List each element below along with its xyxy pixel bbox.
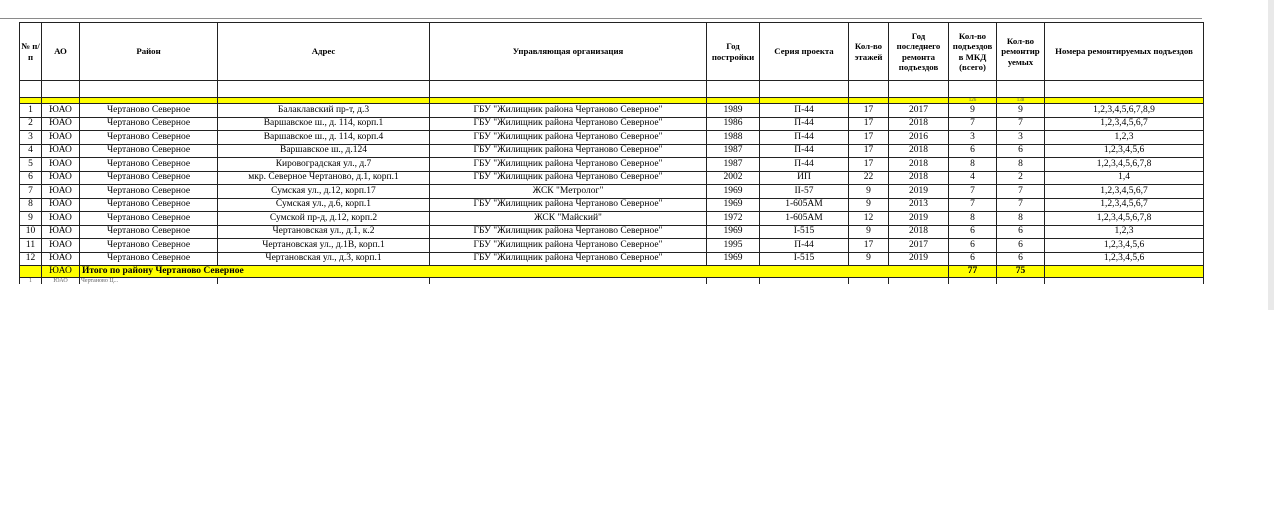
header-floors: Кол-во этажей	[849, 23, 889, 81]
cell-num: 3	[20, 131, 42, 145]
cell-nums: 1,2,3,4,5,6	[1045, 239, 1204, 253]
table-row	[20, 185, 1204, 199]
cell-total: 4	[949, 171, 997, 185]
table-row	[20, 117, 1204, 131]
cell-org: ГБУ "Жилищник района Чертаново Северное"	[430, 144, 707, 158]
cell-ao: ЮАО	[42, 212, 80, 226]
header-entrances-total: Кол-во подъездов в МКД (всего)	[949, 23, 997, 81]
cell-nums: 1,2,3,4,5,6,7	[1045, 117, 1204, 131]
cell-year: 1969	[707, 252, 760, 266]
cell-org: ГБУ "Жилищник района Чертаново Северное"	[430, 239, 707, 253]
cell-last: 2013	[889, 198, 949, 212]
table-row	[20, 198, 1204, 212]
cell-nums: 1,2,3,4,5,6,7	[1045, 185, 1204, 199]
cell-district: Чертаново Северное	[80, 131, 218, 145]
cell-ao: ЮАО	[42, 144, 80, 158]
cell-last: 2019	[889, 212, 949, 226]
cell-nums: 1,2,3	[1045, 225, 1204, 239]
cell-num: 1	[20, 104, 42, 118]
total-ao: ЮАО	[42, 266, 80, 278]
table-row	[20, 252, 1204, 266]
cell-year: 1989	[707, 104, 760, 118]
cell-ao: ЮАО	[42, 158, 80, 172]
table-row	[20, 131, 1204, 145]
cell-year: 1969	[707, 198, 760, 212]
total-empty	[20, 266, 42, 278]
cell-floors: 9	[849, 252, 889, 266]
cell-nums: 1,2,3	[1045, 131, 1204, 145]
cell-org: ГБУ "Жилищник района Чертаново Северное"	[430, 171, 707, 185]
cell-total: 9	[949, 104, 997, 118]
cell-nums: 1,2,3,4,5,6	[1045, 252, 1204, 266]
cell-last: 2018	[889, 158, 949, 172]
cut-ao: ЮАО	[42, 278, 80, 285]
header-num: № п/п	[20, 23, 42, 81]
cell-last: 2018	[889, 171, 949, 185]
cell-district: Чертаново Северное	[80, 252, 218, 266]
header-gap-row	[20, 81, 1204, 98]
cell-ao: ЮАО	[42, 185, 80, 199]
cell-total: 6	[949, 225, 997, 239]
cell-org: ГБУ "Жилищник района Чертаново Северное"	[430, 117, 707, 131]
cell-address: Сумская ул., д.12, корп.17	[218, 185, 430, 199]
cell-total: 8	[949, 212, 997, 226]
cell-ao: ЮАО	[42, 239, 80, 253]
cell-series: I-515	[760, 252, 849, 266]
cell-total: 6	[949, 144, 997, 158]
cell-repair: 8	[997, 158, 1045, 172]
cell-last: 2017	[889, 239, 949, 253]
total-empty-nums	[1045, 266, 1204, 278]
table-row	[20, 225, 1204, 239]
cell-floors: 17	[849, 158, 889, 172]
cell-address: Сумская ул., д.6, корп.1	[218, 198, 430, 212]
cell-total: 7	[949, 198, 997, 212]
cell-last: 2019	[889, 185, 949, 199]
cell-year: 1972	[707, 212, 760, 226]
cell-series: П-44	[760, 158, 849, 172]
cell-org: ГБУ "Жилищник района Чертаново Северное"	[430, 252, 707, 266]
cell-repair: 9	[997, 104, 1045, 118]
cell-floors: 17	[849, 144, 889, 158]
scan-edge-shadow	[1268, 0, 1274, 310]
total-row	[20, 266, 1204, 278]
cell-total: 8	[949, 158, 997, 172]
cell-ao: ЮАО	[42, 252, 80, 266]
table-row	[20, 171, 1204, 185]
header-district: Район	[80, 23, 218, 81]
header-entrance-numbers: Номера ремонтируемых подъездов	[1045, 23, 1204, 81]
cell-floors: 17	[849, 239, 889, 253]
cell-ao: ЮАО	[42, 225, 80, 239]
cell-org: ГБУ "Жилищник района Чертаново Северное"	[430, 131, 707, 145]
cell-ao: ЮАО	[42, 171, 80, 185]
cell-org: ГБУ "Жилищник района Чертаново Северное"	[430, 198, 707, 212]
table-row	[20, 212, 1204, 226]
cell-nums: 1,4	[1045, 171, 1204, 185]
cell-nums: 1,2,3,4,5,6,7,8	[1045, 158, 1204, 172]
cell-district: Чертаново Северное	[80, 144, 218, 158]
cell-repair: 7	[997, 198, 1045, 212]
cell-num: 10	[20, 225, 42, 239]
cell-ao: ЮАО	[42, 198, 80, 212]
table-row	[20, 144, 1204, 158]
cell-total: 7	[949, 185, 997, 199]
top-rule	[0, 18, 1202, 19]
cell-total: 6	[949, 239, 997, 253]
cell-repair: 6	[997, 252, 1045, 266]
cell-org: ГБУ "Жилищник района Чертаново Северное"	[430, 158, 707, 172]
cell-address: Балаклавский пр-т, д.3	[218, 104, 430, 118]
cell-repair: 6	[997, 225, 1045, 239]
cell-num: 9	[20, 212, 42, 226]
cell-org: ЖСК "Метролог"	[430, 185, 707, 199]
cut-num: 1	[20, 278, 42, 285]
cell-org: ГБУ "Жилищник района Чертаново Северное"	[430, 104, 707, 118]
cell-num: 11	[20, 239, 42, 253]
cell-address: Варшавское ш., д. 114, корп.1	[218, 117, 430, 131]
cell-series: П-44	[760, 104, 849, 118]
page-top-margin	[0, 0, 1274, 18]
cell-year: 2002	[707, 171, 760, 185]
cell-org: ГБУ "Жилищник района Чертаново Северное"	[430, 225, 707, 239]
cell-repair: 6	[997, 144, 1045, 158]
cell-district: Чертаново Северное	[80, 158, 218, 172]
cell-last: 2018	[889, 117, 949, 131]
cell-series: П-44	[760, 131, 849, 145]
cut-district: Чертаново Ц...	[80, 278, 218, 285]
cell-year: 1988	[707, 131, 760, 145]
cell-series: П-44	[760, 117, 849, 131]
cell-repair: 8	[997, 212, 1045, 226]
cell-address: Варшавское ш., д.124	[218, 144, 430, 158]
cell-address: Варшавское ш., д. 114, корп.4	[218, 131, 430, 145]
cell-floors: 9	[849, 198, 889, 212]
cell-floors: 17	[849, 117, 889, 131]
cell-ao: ЮАО	[42, 117, 80, 131]
cell-floors: 17	[849, 104, 889, 118]
cell-series: П-44	[760, 144, 849, 158]
cell-num: 8	[20, 198, 42, 212]
cell-total: 6	[949, 252, 997, 266]
cell-nums: 1,2,3,4,5,6,7	[1045, 198, 1204, 212]
cell-last: 2018	[889, 144, 949, 158]
cell-address: Кировоградская ул., д.7	[218, 158, 430, 172]
cell-nums: 1,2,3,4,5,6	[1045, 144, 1204, 158]
cell-district: Чертаново Северное	[80, 117, 218, 131]
cell-year: 1969	[707, 185, 760, 199]
cell-ao: ЮАО	[42, 131, 80, 145]
cell-last: 2016	[889, 131, 949, 145]
cell-floors: 9	[849, 185, 889, 199]
cell-ao: ЮАО	[42, 104, 80, 118]
cell-floors: 9	[849, 225, 889, 239]
cell-repair: 7	[997, 117, 1045, 131]
repair-table	[19, 22, 1204, 284]
header-address: Адрес	[218, 23, 430, 81]
cell-district: Чертаново Северное	[80, 239, 218, 253]
cell-num: 5	[20, 158, 42, 172]
cell-year: 1986	[707, 117, 760, 131]
cell-district: Чертаново Северное	[80, 198, 218, 212]
cell-floors: 12	[849, 212, 889, 226]
cell-num: 6	[20, 171, 42, 185]
cell-year: 1987	[707, 144, 760, 158]
cell-last: 2018	[889, 225, 949, 239]
cell-year: 1987	[707, 158, 760, 172]
cell-district: Чертаново Северное	[80, 225, 218, 239]
cell-repair: 3	[997, 131, 1045, 145]
header-series: Серия проекта	[760, 23, 849, 81]
cell-total: 7	[949, 117, 997, 131]
cell-last: 2019	[889, 252, 949, 266]
cell-year: 1995	[707, 239, 760, 253]
cell-nums: 1,2,3,4,5,6,7,8,9	[1045, 104, 1204, 118]
total-entrances: 77	[949, 266, 997, 278]
cell-district: Чертаново Северное	[80, 104, 218, 118]
cell-year: 1969	[707, 225, 760, 239]
cell-series: 1-605АМ	[760, 212, 849, 226]
cell-address: мкр. Северное Чертаново, д.1, корп.1	[218, 171, 430, 185]
cell-series: I-515	[760, 225, 849, 239]
cell-series: II-57	[760, 185, 849, 199]
header-entrances-repair: Кол-во ремонтир уемых	[997, 23, 1045, 81]
cell-repair: 2	[997, 171, 1045, 185]
cell-series: 1-605АМ	[760, 198, 849, 212]
cell-repair: 6	[997, 239, 1045, 253]
cell-org: ЖСК "Майский"	[430, 212, 707, 226]
cell-series: ИП	[760, 171, 849, 185]
cell-district: Чертаново Северное	[80, 171, 218, 185]
cell-num: 7	[20, 185, 42, 199]
cell-floors: 22	[849, 171, 889, 185]
cell-address: Сумской пр-д, д.12, корп.2	[218, 212, 430, 226]
cell-address: Чертановская ул., д.1, к.2	[218, 225, 430, 239]
band-repair-cut: 138	[997, 98, 1045, 104]
cell-nums: 1,2,3,4,5,6,7,8	[1045, 212, 1204, 226]
total-repair: 75	[997, 266, 1045, 278]
cell-series: П-44	[760, 239, 849, 253]
cell-repair: 7	[997, 185, 1045, 199]
band-total-cut: 126	[949, 98, 997, 104]
table-row	[20, 104, 1204, 118]
cell-district: Чертаново Северное	[80, 185, 218, 199]
cut-off-row	[20, 278, 1204, 285]
cell-total: 3	[949, 131, 997, 145]
cell-address: Чертановская ул., д.1В, корп.1	[218, 239, 430, 253]
cell-address: Чертановская ул., д.3, корп.1	[218, 252, 430, 266]
header-year-built: Год постройки	[707, 23, 760, 81]
total-label: Итого по району Чертаново Северное	[80, 266, 949, 278]
table-row	[20, 239, 1204, 253]
table-header-row	[20, 23, 1204, 81]
cell-num: 4	[20, 144, 42, 158]
header-ao: АО	[42, 23, 80, 81]
cell-district: Чертаново Северное	[80, 212, 218, 226]
cell-num: 12	[20, 252, 42, 266]
cell-floors: 17	[849, 131, 889, 145]
header-org: Управляющая организация	[430, 23, 707, 81]
cell-last: 2017	[889, 104, 949, 118]
header-last-repair: Год последнего ремонта подъездов	[889, 23, 949, 81]
cell-num: 2	[20, 117, 42, 131]
table-row	[20, 158, 1204, 172]
